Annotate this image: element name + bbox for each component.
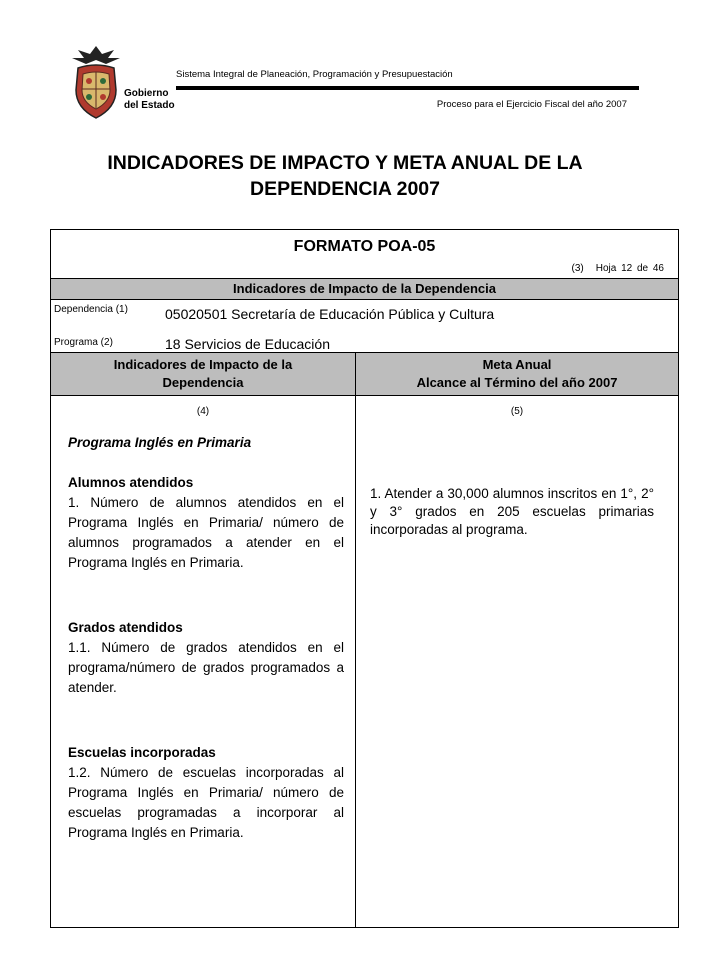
indicator-heading: Alumnos atendidos [68, 475, 194, 490]
indicator-text: 1. Número de alumnos atendidos en el Programa Inglés en Primaria/ número de alumnos programados a atender en el Programa Inglés en Primaria. [68, 495, 344, 570]
sheet-reference [571, 263, 664, 274]
sheet-page-text: Hoja 12 de 46 [595, 263, 664, 274]
annual-goal-text: 1. Atender a 30,000 alumnos inscritos en 1°, 2° y 3° grados en 205 escuelas primarias incorporadas al programa. [370, 486, 654, 537]
dependencia-value: 05020501 Secretaría de Educación Pública y Cultura [165, 306, 495, 322]
indicators-column-header [51, 353, 355, 392]
programa-label: Programa (2) [54, 337, 113, 348]
section-header: Indicadores de Impacto de la Dependencia [51, 278, 678, 300]
header-rule [176, 86, 639, 90]
indicator-item [68, 473, 344, 573]
goal-column-ref: (5) [510, 406, 524, 417]
goal-column-header [356, 353, 678, 392]
government-label-line1: Gobierno [124, 88, 169, 99]
form-id: FORMATO POA-05 [293, 238, 436, 255]
programa-value: 18 Servicios de Educación [165, 336, 330, 352]
column-headers [51, 352, 678, 396]
indicators-header-line1: Indicadores de Impacto de la [113, 357, 293, 372]
indicator-heading: Grados atendidos [68, 620, 183, 635]
indicator-item [68, 618, 344, 698]
goal-header-line1: Meta Anual [482, 357, 552, 372]
poa-form [50, 229, 679, 928]
indicator-text: 1.2. Número de escuelas incorporadas al Programa Inglés en Primaria/ número de escuelas programadas a incorporar al Programa Inglés en Primaria. [68, 765, 344, 840]
dependencia-label: Dependencia (1) [54, 304, 128, 315]
page-header [0, 0, 720, 130]
page-title-line1: INDICADORES DE IMPACTO Y META ANUAL DE LA [107, 152, 583, 174]
indicators-content [68, 433, 344, 888]
goal-header-line2: Alcance al Término del año 2007 [416, 375, 618, 390]
sheet-ref-number: (3) [571, 263, 584, 274]
state-coat-of-arms-icon [70, 44, 122, 120]
column-divider [355, 352, 356, 927]
government-label-line2: del Estado [124, 100, 175, 111]
system-title: Sistema Integral de Planeación, Programación y Presupuestación [176, 69, 453, 80]
indicators-header-line2: Dependencia [162, 375, 244, 390]
page-title [0, 150, 690, 202]
process-text: Proceso para el Ejercicio Fiscal del año 2007 [436, 99, 627, 110]
government-label [124, 88, 175, 112]
program-name: Programa Inglés en Primaria [68, 435, 252, 450]
indicators-column-ref: (4) [196, 406, 210, 417]
indicator-text: 1.1. Número de grados atendidos en el programa/número de grados programados a atender. [68, 640, 344, 695]
page-title-line2: DEPENDENCIA 2007 [249, 178, 440, 200]
indicator-item [68, 743, 344, 843]
indicator-heading: Escuelas incorporadas [68, 745, 216, 760]
